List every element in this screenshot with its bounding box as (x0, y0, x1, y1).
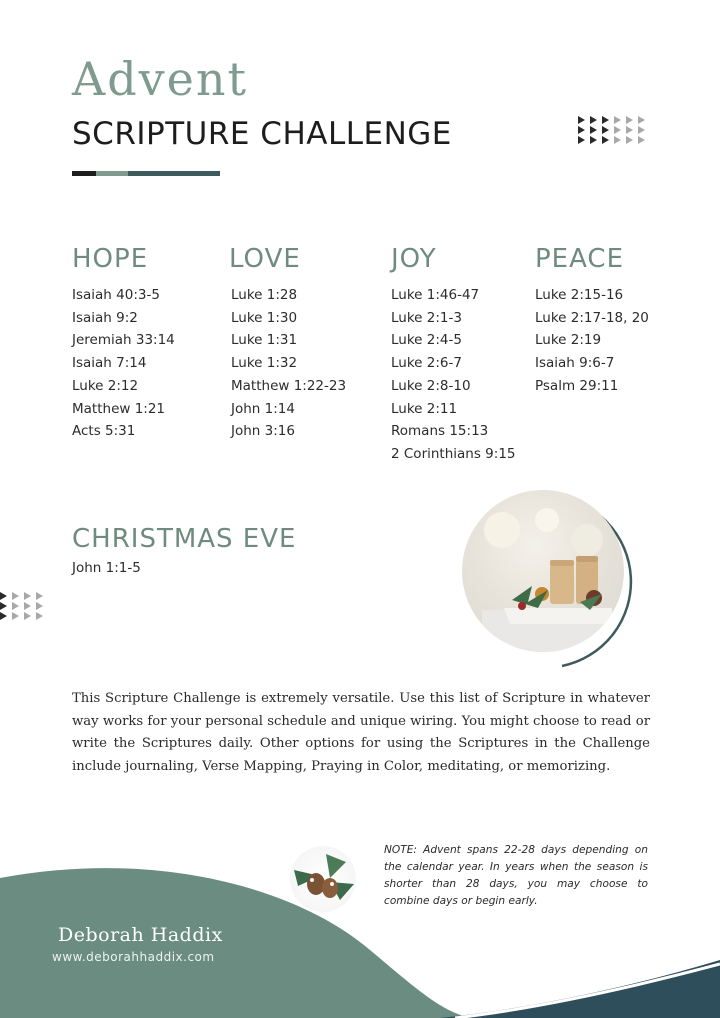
arrow-pattern-icon-left (0, 592, 46, 620)
candles-image (462, 490, 624, 652)
verse-item: Isaiah 9:6-7 (535, 355, 615, 372)
column-hope (72, 244, 175, 443)
pinecone-image (290, 846, 356, 912)
christmas-eve-title: CHRISTMAS EVE (72, 524, 297, 554)
christmas-eve-verse: John 1:1-5 (72, 560, 141, 576)
verse-item: Luke 1:31 (231, 332, 298, 349)
verse-item: Luke 2:11 (391, 400, 458, 417)
verse-item: Romans 15:13 (391, 423, 489, 440)
verse-item: Jeremiah 33:14 (72, 332, 175, 349)
verse-item: Luke 2:12 (72, 377, 139, 394)
candles-photo (456, 484, 646, 674)
verse-item: Luke 1:32 (231, 355, 298, 372)
description-paragraph: This Scripture Challenge is extremely versatile. Use this list of Scripture in whatever way works for your personal schedule and unique wiring. You might choose to read or write the Scriptures daily. Other options for using the Scriptures in the Challenge include journaling, Verse Mapping, Praying in Color, meditating, or memorizing. (72, 691, 650, 774)
verse-item: John 3:16 (231, 423, 295, 440)
advent-note: NOTE: Advent spans 22-28 days depending on the calendar year. In years when the season is shorter than 28 days, you may choose to combine days or begin early. (384, 844, 648, 907)
arrow-pattern-icon-top (578, 116, 648, 144)
verse-item: Luke 2:19 (535, 332, 602, 349)
column-title: LOVE (229, 244, 301, 274)
verse-item: Acts 5:31 (72, 423, 136, 440)
verse-item: Luke 2:15-16 (535, 287, 624, 303)
column-title: HOPE (72, 244, 149, 274)
verse-item: John 1:14 (231, 400, 295, 417)
verse-item: Isaiah 7:14 (72, 355, 147, 372)
verse-item: Matthew 1:22-23 (231, 377, 347, 394)
brand-name: Deborah Haddix (58, 924, 223, 946)
verse-item: 2 Corinthians 9:15 (391, 445, 516, 462)
verse-item: Psalm 29:11 (535, 377, 619, 394)
verse-item: Luke 2:17-18, 20 (535, 309, 649, 326)
column-title: PEACE (535, 244, 625, 274)
column-peace (535, 244, 649, 398)
verse-item: Matthew 1:21 (72, 400, 166, 417)
verse-item: Isaiah 9:2 (72, 309, 138, 326)
title-underline (72, 171, 220, 176)
verse-item: Luke 1:46-47 (391, 287, 480, 303)
verse-item: Luke 2:4-5 (391, 332, 462, 349)
title-advent: Advent (72, 52, 248, 106)
verse-item: Luke 2:6-7 (391, 355, 462, 372)
column-title: JOY (391, 244, 437, 274)
verse-item: Luke 2:8-10 (391, 377, 471, 394)
verse-item: Luke 1:28 (231, 287, 298, 303)
brand-url-link[interactable]: www.deborahhaddix.com (52, 950, 215, 964)
title-scripture-challenge: SCRIPTURE CHALLENGE (72, 116, 452, 152)
column-joy (391, 244, 516, 466)
verse-item: Luke 2:1-3 (391, 309, 462, 326)
verse-item: Luke 1:30 (231, 309, 298, 326)
verse-item: Isaiah 40:3-5 (72, 287, 160, 303)
column-love (229, 244, 346, 443)
